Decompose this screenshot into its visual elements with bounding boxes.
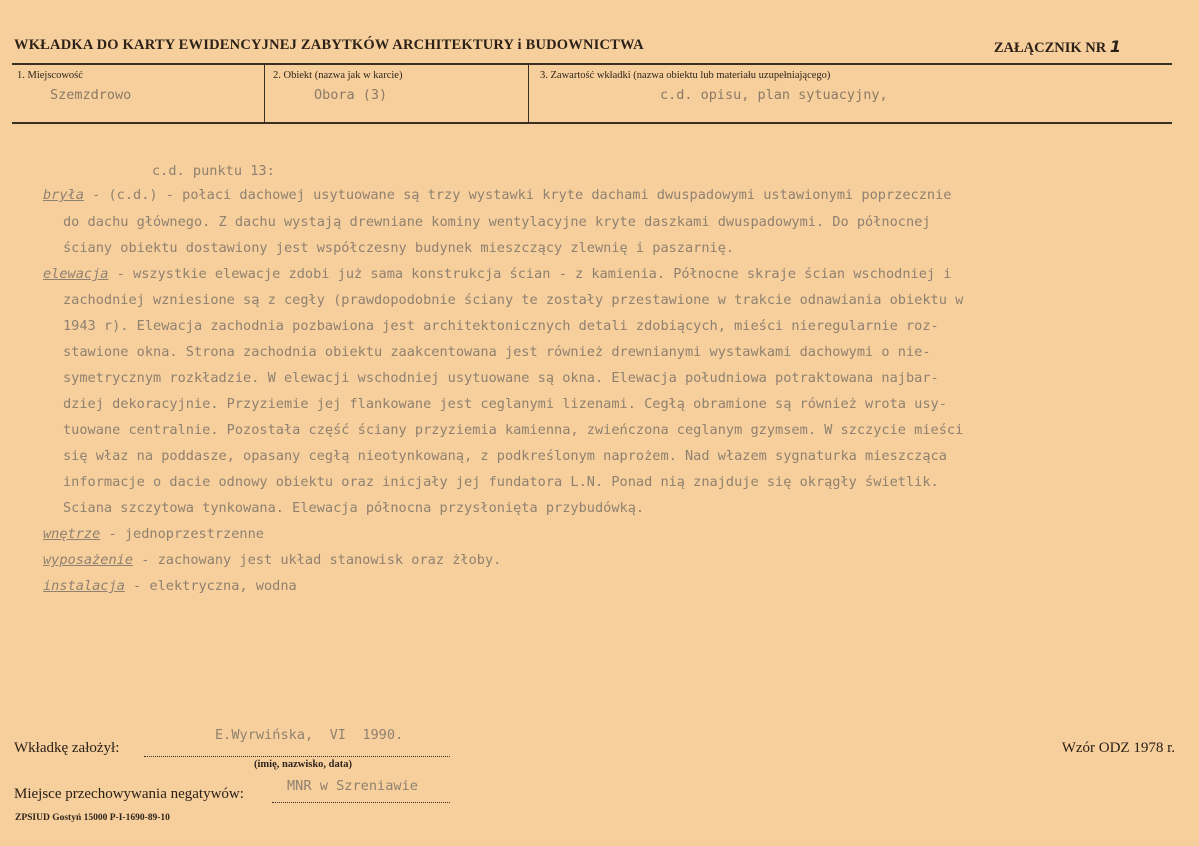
body-line-text: Sciana szczytowa tynkowana. Elewacja północna przysłonięta przybudówką. [63,500,645,516]
body-line [63,292,963,308]
author-dotted-line [144,755,450,757]
body-line [43,187,951,203]
body-line [63,318,939,334]
content-label: 3. Zawartość wkładki (nazwa obiektu lub materiału uzupełniającego) [540,70,831,81]
body-line [63,344,931,360]
body-line [63,240,734,256]
author-hint: (imię, nazwisko, data) [254,759,352,770]
storage-value: MNR w Szreniawie [287,778,418,794]
header-rule-top [12,63,1172,65]
body-line-text: dziej dekoracyjnie. Przyziemie jej flankowane jest ceglanymi lizenami. Cegłą obramione są również wrota usy- [63,396,947,412]
body-line-text: tuowane centralnie. Pozostała część ściany przyziemia kamienna, zwieńczona ceglanym gzymsem. W szczycie mieści [63,422,964,438]
body-line-text: ściany obiektu dostawiony jest współczesny budynek mieszczący zlewnię i paszarnię. [63,240,735,256]
body-line [63,422,963,438]
section-keyword: instalacja [43,578,125,594]
body-line-text: zachodniej wzniesione są z cegły (prawdopodobnie ściany te zostały przestawione w trakcie odnawiania obiektu w [63,292,964,308]
body-line [43,552,501,568]
section-keyword: elewacja [43,266,109,282]
body-line [63,214,931,230]
content-value: c.d. opisu, plan sytuacyjny, [660,87,888,103]
body-line-text: - elektryczna, wodna [124,578,297,594]
body-line-text: stawione okna. Strona zachodnia obiektu zaakcentowana jest również drewnianymi wystawkami dachowymi o nie- [63,344,931,360]
storage-label: Miejsce przechowywania negatywów: [14,786,244,802]
field-divider-1 [264,65,265,122]
section-keyword: wnętrze [43,526,101,542]
body-line-text: się właz na poddasze, opasany cegłą nieotynkowaną, z podkreślonym naprożem. Nad włazem sygnaturka mieszcząca [63,448,947,464]
body-line-text: - jednoprzestrzenne [100,526,264,542]
body-line [43,526,264,542]
section-keyword: wyposażenie [43,552,134,568]
body-line-text: - zachowany jest układ stanowisk oraz żłoby. [133,552,502,568]
body-line [43,578,297,594]
body-line-text: 1943 r). Elewacja zachodnia pozbawiona jest architektonicznych detali zdobiących, mieści nieregularnie roz- [63,318,939,334]
author-label: Wkładkę założył: [14,740,120,756]
annex-label [994,37,1121,57]
annex-label-text: ZAŁĄCZNIK NR [993,40,1107,56]
header-rule-bottom [12,122,1172,124]
object-value: Obora (3) [314,87,388,103]
body-line [43,266,951,282]
body-line-text: - wszystkie elewacje zdobi już sama konstrukcja ścian - z kamienia. Północne skraje ścian wschodniej i [108,266,952,282]
form-title: WKŁADKA DO KARTY EWIDENCYJNEJ ZABYTKÓW ARCHITEKTURY i BUDOWNICTWA [14,37,644,53]
locality-label: 1. Miejscowość [17,70,83,81]
form-code: Wzór ODZ 1978 r. [1061,740,1175,756]
body-line [63,474,939,490]
printer-imprint: ZPSIUD Gostyń 15000 P-I-1690-89-10 [15,813,170,823]
body-line-text: informacje o dacie odnowy obiektu oraz inicjały jej fundatora L.N. Ponad nią znajduje się okrągły świetlik. [63,474,939,490]
locality-value: Szemzdrowo [50,87,132,103]
body-line-text: - (c.d.) - połaci dachowej usytuowane są trzy wystawki kryte dachami dwuspadowymi ustawionymi poprzecznie [83,187,952,203]
body-line [63,448,947,464]
object-label: 2. Obiekt (nazwa jak w karcie) [273,70,403,81]
annex-number: 1 [1109,37,1121,56]
body-line [63,500,644,516]
body-line-text: do dachu głównego. Z dachu wystają drewniane kominy wentylacyjne kryte daszkami dwuspadowymi. Do północnej [63,214,931,230]
section-keyword: bryła [43,187,84,203]
body-line [63,370,939,386]
author-value: E.Wyrwińska, VI 1990. [215,727,404,743]
body-intro: c.d. punktu 13: [152,163,275,179]
storage-dotted-line [272,801,450,803]
body-line-text: symetrycznym rozkładzie. W elewacji wschodniej usytuowane są okna. Elewacja południowa potraktowana najbar- [63,370,939,386]
field-divider-2 [528,65,529,122]
body-line [63,396,947,412]
